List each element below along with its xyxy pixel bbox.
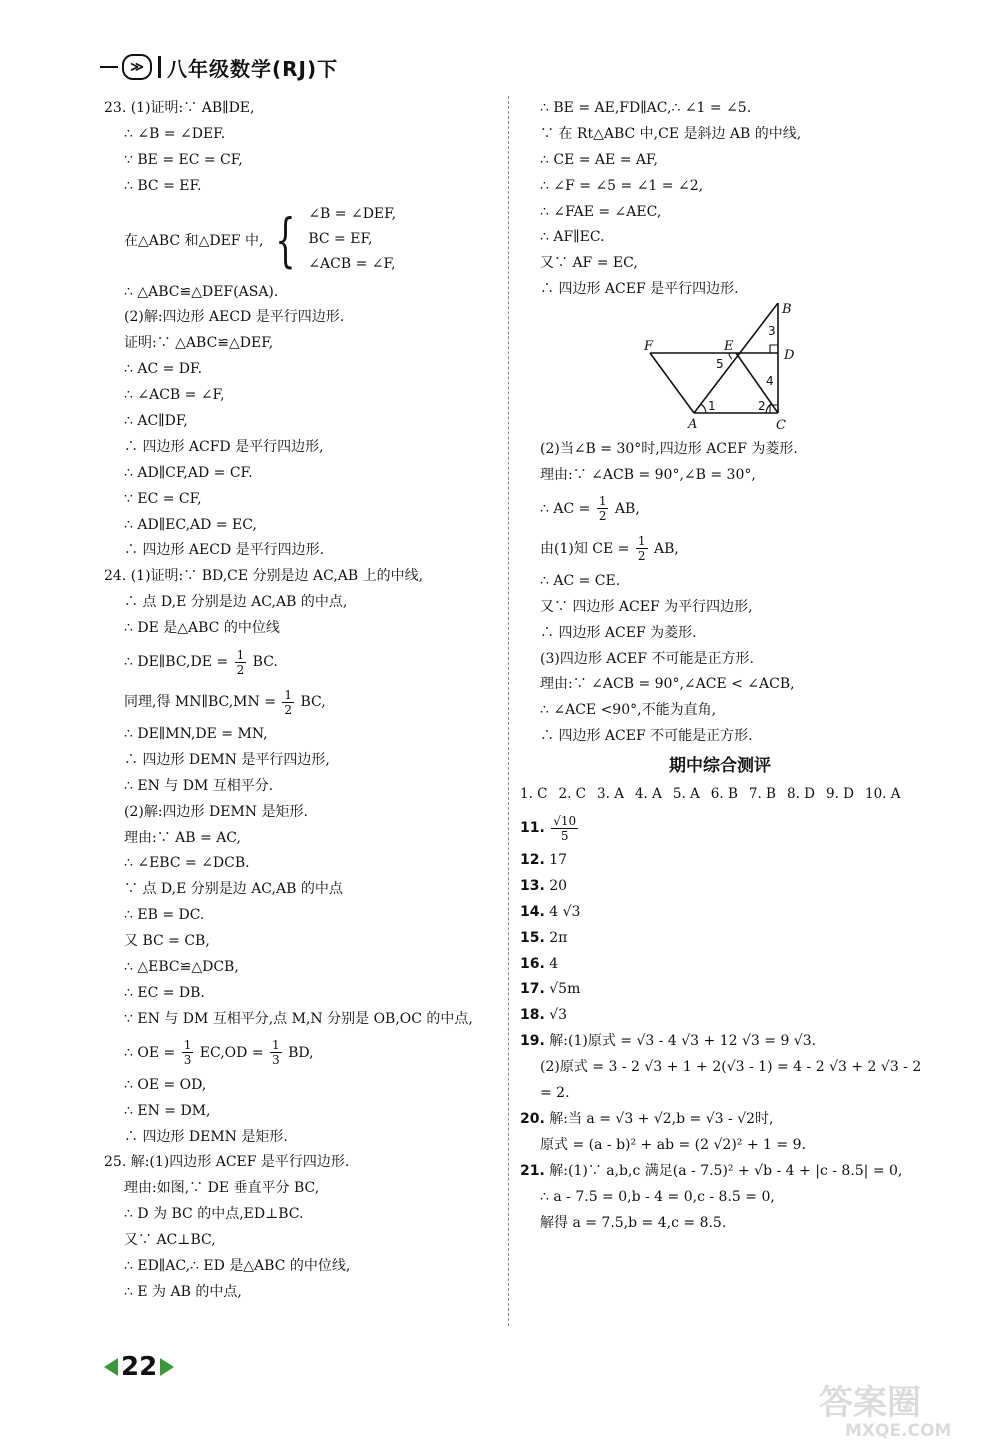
text-line: 理由:∵ ∠ACB = 90°,∠ACE < ∠ACB, — [540, 676, 795, 693]
condition: ∠B = ∠DEF, — [308, 206, 397, 223]
column-divider — [508, 96, 509, 1326]
text-line: ∴ ∠ACE <90°,不能为直角, — [540, 702, 717, 719]
fraction-prefix: ∴ AC = — [540, 500, 591, 517]
page-number: 22 — [121, 1352, 158, 1382]
text-line: ∴ DE 是△ABC 的中位线 — [124, 620, 280, 637]
text-line: ∴ AC = CE. — [540, 572, 621, 589]
numerator: 1 — [598, 494, 607, 509]
answer-text: ∴ a - 7.5 = 0,b - 4 = 0,c - 8.5 = 0, — [540, 1188, 775, 1205]
q23-equation-system — [104, 200, 499, 280]
fraction-line — [520, 489, 920, 529]
answer-line — [520, 1185, 920, 1211]
text-line: ∴ 四边形 ACEF 不可能是正方形. — [540, 728, 753, 745]
answer-line — [520, 1081, 920, 1107]
condition: BC = EF, — [308, 231, 373, 248]
geometry-figure — [520, 303, 920, 437]
question-number: 12. — [520, 852, 545, 869]
text-line: ∴ OE = OD, — [124, 1076, 207, 1093]
text-line: 23. (1)证明:∵ AB∥DE, — [104, 100, 255, 116]
mcq-answers — [520, 782, 920, 808]
fraction — [182, 1038, 194, 1067]
text-line: ∴ 点 D,E 分别是边 AC,AB 的中点, — [124, 594, 348, 611]
brace-icon: { — [275, 205, 297, 274]
answer-text: 20 — [549, 877, 568, 894]
label-d: D — [784, 348, 795, 364]
text-line: ∴ AF∥EC. — [540, 229, 605, 246]
text-line: 证明:∵ △ABC≌△DEF, — [124, 335, 274, 352]
header-separator — [158, 56, 161, 78]
answer-text: 解得 a = 7.5,b = 4,c = 8.5. — [540, 1214, 727, 1231]
text-line: ∴ ∠ACB = ∠F, — [124, 387, 225, 404]
fraction-prefix: ∴ OE = — [124, 1044, 176, 1061]
watermark-logo — [815, 1378, 985, 1440]
answer-line — [520, 1107, 920, 1133]
denominator: 2 — [637, 549, 646, 564]
fraction — [597, 494, 609, 523]
text-line: (2)解:四边形 DEMN 是矩形. — [124, 803, 308, 820]
text-line: 又∵ AF = EC, — [540, 255, 638, 272]
text-line: (2)解:四边形 AECD 是平行四边形. — [124, 309, 345, 326]
condition: ∠ACB = ∠F, — [308, 256, 396, 273]
answer-line — [520, 1055, 920, 1081]
text-line: ∴ EN = DM, — [124, 1102, 211, 1119]
system-prefix: 在△ABC 和△DEF 中, — [124, 232, 264, 249]
label-c: C — [776, 418, 786, 434]
text-line: ∴ △ABC≌△DEF(ASA). — [124, 283, 279, 300]
text-line: ∴ 四边形 ACFD 是平行四边形, — [124, 438, 324, 455]
mcq-answer: 4. A — [634, 786, 662, 803]
answer-text: 4 √3 — [549, 903, 581, 920]
text-line: ∴ CE = AE = AF, — [540, 151, 658, 168]
question-number: 17. — [520, 981, 545, 998]
triangle-diagram — [520, 303, 920, 437]
text-line: ∴ AC∥DF, — [124, 413, 188, 430]
text-line: ∴ AD∥CF,AD = CF. — [124, 464, 253, 481]
text-line: ∴ ∠EBC = ∠DCB. — [124, 855, 250, 872]
arrow-left-icon — [104, 1358, 118, 1376]
fraction-suffix: BC, — [300, 694, 326, 711]
text-line: 又∵ AC⊥BC, — [124, 1232, 216, 1249]
text-line: ∴ DE∥MN,DE = MN, — [124, 726, 268, 743]
text-line: ∵ 点 D,E 分别是边 AC,AB 的中点 — [124, 881, 343, 898]
text-line: ∵ EC = CF, — [124, 490, 202, 507]
angle-label-4: 4 — [766, 374, 774, 389]
question-number: 13. — [520, 877, 545, 894]
fraction-line — [520, 529, 920, 569]
answer-text: √5m — [549, 981, 581, 998]
right-angle-d — [770, 345, 778, 353]
fraction-middle: EC,OD = — [199, 1044, 264, 1061]
fraction-suffix: BD, — [288, 1044, 314, 1061]
numerator: 1 — [637, 534, 646, 549]
question-number: 14. — [520, 903, 545, 920]
answer-text: 2π — [549, 929, 568, 946]
segment-ab — [694, 303, 778, 413]
fraction — [235, 648, 247, 677]
answer-line — [520, 952, 920, 978]
answer-text: 4 — [549, 955, 559, 972]
mcq-answer: 2. C — [558, 786, 587, 803]
answer-line — [520, 900, 920, 926]
mcq-answer: 3. A — [597, 786, 624, 803]
header-logo-icon: ≫ — [122, 54, 152, 80]
fraction — [270, 1038, 282, 1067]
text-line: 理由:如图,∵ DE 垂直平分 BC, — [124, 1180, 320, 1197]
text-line: ∵ BE = EC = CF, — [124, 151, 243, 168]
question-number: 11. — [520, 820, 545, 837]
right-column — [520, 96, 920, 1236]
numerator: 1 — [236, 647, 245, 662]
text-line: (3)四边形 ACEF 不可能是正方形. — [540, 650, 754, 667]
text-line: 又∵ 四边形 ACEF 为平行四边形, — [540, 598, 753, 615]
numerator: 1 — [183, 1038, 192, 1053]
text-line: (2)当∠B = 30°时,四边形 ACEF 为菱形. — [540, 441, 798, 458]
question-number: 16. — [520, 955, 545, 972]
answer-line — [520, 977, 920, 1003]
answer-text: 解:(1)原式 = √3 - 4 √3 + 12 √3 = 9 √3. — [549, 1033, 817, 1050]
text-line: ∵ 在 Rt△ABC 中,CE 是斜边 AB 的中线, — [540, 125, 802, 142]
text-line: ∴ EN 与 DM 互相平分. — [124, 777, 274, 794]
answer-line — [520, 1211, 920, 1237]
text-line: ∴ 四边形 DEMN 是矩形. — [124, 1128, 288, 1145]
denominator: 2 — [236, 662, 245, 677]
denominator: 5 — [560, 828, 569, 843]
text-line: ∴ EC = DB. — [124, 984, 205, 1001]
system-conditions — [308, 202, 396, 277]
numerator: 1 — [284, 687, 293, 702]
denominator: 3 — [183, 1053, 192, 1068]
text-line: ∴ 四边形 DEMN 是平行四边形, — [124, 751, 330, 768]
watermark-text: 答案圈 — [819, 1383, 921, 1423]
answer-text: 17 — [549, 852, 568, 869]
text-line: 理由:∵ AB = AC, — [124, 829, 241, 846]
answer-line — [520, 1159, 920, 1185]
answer-line — [520, 874, 920, 900]
fraction-prefix: ∴ DE∥BC,DE = — [124, 654, 229, 671]
answer-line — [520, 926, 920, 952]
answer-text: 解:当 a = √3 + √2,b = √3 - √2时, — [549, 1110, 774, 1127]
answer-11 — [520, 808, 920, 848]
denominator: 2 — [598, 509, 607, 524]
angle-label-2: 2 — [758, 399, 766, 414]
fraction-prefix: 由(1)知 CE = — [540, 540, 630, 557]
text-line: 又 BC = CB, — [124, 933, 210, 950]
page-footer — [104, 1352, 174, 1382]
angle-label-1: 1 — [708, 399, 716, 414]
question-number: 15. — [520, 929, 545, 946]
answer-line — [520, 1133, 920, 1159]
mcq-answer: 6. B — [710, 786, 738, 803]
q25-block — [104, 1150, 499, 1305]
text-line: ∴ ∠F = ∠5 = ∠1 = ∠2, — [540, 177, 704, 194]
text-line: ∴ ∠B = ∠DEF. — [124, 125, 226, 142]
answer-text: 解:(1)∵ a,b,c 满足(a - 7.5)² + √b - 4 + |c - 8.5| = 0, — [549, 1162, 903, 1179]
text-line: ∴ EB = DC. — [124, 907, 205, 924]
text-line: ∴ △EBC≌△DCB, — [124, 959, 239, 976]
text-line: 理由:∵ ∠ACB = 90°,∠B = 30°, — [540, 467, 756, 484]
text-line: ∵ EN 与 DM 互相平分,点 M,N 分别是 OB,OC 的中点, — [124, 1010, 473, 1027]
label-a: A — [688, 417, 698, 433]
text-line: ∴ ED∥AC,∴ ED 是△ABC 的中位线, — [124, 1257, 351, 1274]
q24-block — [104, 564, 499, 1150]
text-line: ∴ BE = AE,FD∥AC,∴ ∠1 = ∠5. — [540, 100, 752, 116]
q23-block — [104, 96, 499, 564]
header-rule — [100, 66, 118, 68]
text-line: ∴ 四边形 ACEF 为菱形. — [540, 624, 697, 641]
question-number: 19. — [520, 1033, 545, 1050]
fraction — [551, 814, 578, 843]
label-e: E — [724, 339, 734, 355]
text-line: ∴ AC = DF. — [124, 361, 203, 378]
mcq-answer: 1. C — [520, 786, 548, 803]
mcq-answer: 8. D — [786, 786, 815, 803]
text-line: ∴ BC = EF. — [124, 177, 202, 194]
answer-line — [520, 1029, 920, 1055]
answer-line — [520, 1003, 920, 1029]
answer-text: (2)原式 = 3 - 2 √3 + 1 + 2(√3 - 1) = 4 - 2 √3 + 2 √3 - 2 — [540, 1059, 922, 1076]
watermark-url: MXQE.COM — [845, 1421, 952, 1440]
denominator: 2 — [284, 702, 293, 717]
fraction-line — [104, 642, 499, 682]
question-number: 21. — [520, 1162, 545, 1179]
numerator: 1 — [272, 1038, 280, 1053]
mcq-answer: 7. B — [748, 786, 776, 803]
fraction — [282, 688, 294, 717]
angle-label-5: 5 — [716, 357, 724, 372]
text-line: 24. (1)证明:∵ BD,CE 分别是边 AC,AB 上的中线, — [104, 568, 424, 585]
denominator: 3 — [272, 1053, 280, 1068]
mcq-answer: 9. D — [825, 786, 854, 803]
text-line: ∴ AD∥EC,AD = EC, — [124, 516, 257, 533]
answer-text: √3 — [549, 1007, 568, 1024]
question-number: 18. — [520, 1007, 545, 1024]
numerator: √10 — [553, 813, 577, 828]
arrow-right-icon — [160, 1358, 174, 1376]
answer-text: = 2. — [540, 1085, 570, 1102]
fraction-line — [104, 1033, 499, 1073]
fraction-suffix: BC. — [252, 654, 278, 671]
text-line: ∴ D 为 BC 的中点,ED⊥BC. — [124, 1206, 304, 1223]
label-f: F — [644, 339, 654, 355]
section-title: 期中综合测评 — [669, 756, 771, 777]
mcq-answer: 10. A — [864, 786, 901, 803]
page-header — [100, 50, 338, 84]
fraction-line — [104, 682, 499, 722]
fraction — [636, 534, 648, 563]
header-title: 八年级数学(RJ)下 — [167, 56, 339, 81]
label-b: B — [782, 303, 792, 318]
left-column — [104, 96, 499, 1306]
question-number: 20. — [520, 1110, 545, 1127]
text-line: ∴ 四边形 ACEF 是平行四边形. — [540, 281, 739, 298]
segment-fa — [650, 353, 694, 413]
mcq-answer: 5. A — [672, 786, 700, 803]
angle-arc-1 — [701, 404, 706, 413]
answer-line — [520, 848, 920, 874]
text-line: ∴ 四边形 AECD 是平行四边形. — [124, 542, 325, 559]
text-line: ∴ E 为 AB 的中点, — [124, 1283, 242, 1300]
text-line: ∴ ∠FAE = ∠AEC, — [540, 203, 662, 220]
answer-text: 原式 = (a - b)² + ab = (2 √2)² + 1 = 9. — [540, 1136, 806, 1153]
text-line: 25. 解:(1)四边形 ACEF 是平行四边形. — [104, 1154, 350, 1171]
angle-label-3: 3 — [768, 324, 776, 339]
fraction-suffix: AB, — [614, 500, 640, 517]
fraction-suffix: AB, — [653, 540, 679, 557]
fraction-prefix: 同理,得 MN∥BC,MN = — [124, 694, 276, 711]
